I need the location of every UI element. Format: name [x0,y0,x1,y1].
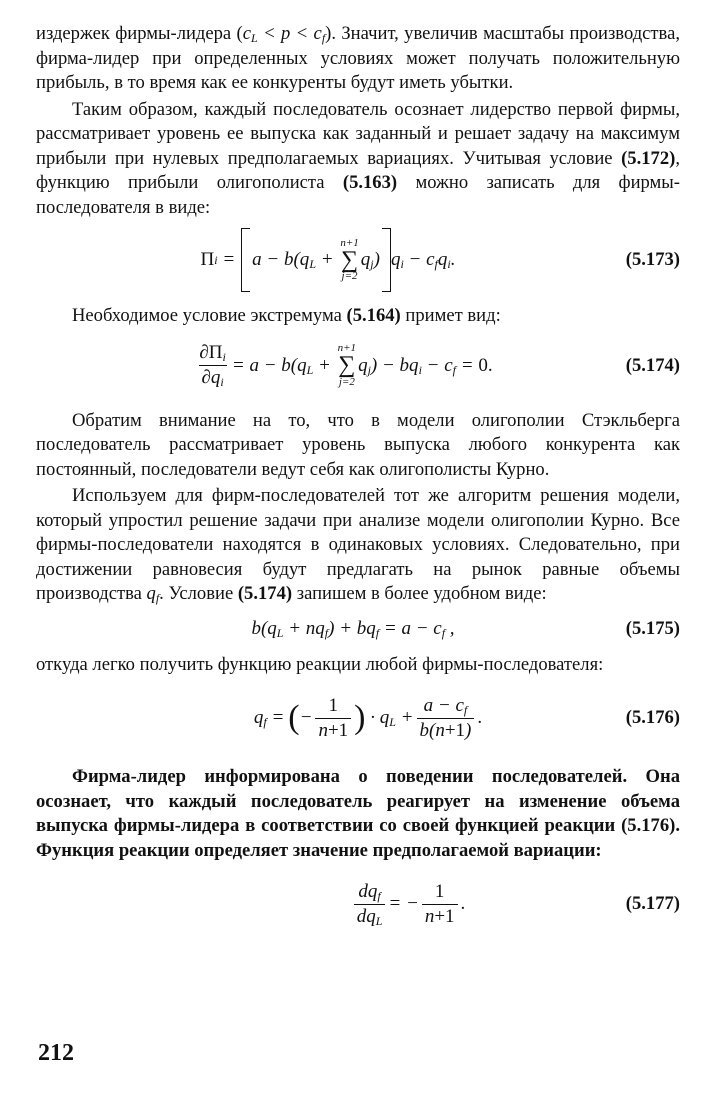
paragraph-1 [36,22,680,96]
ref-5-176: (5.176) [621,815,676,836]
paragraph-2 [36,98,680,221]
p5-text-3: запишем в более удобном виде: [292,583,547,604]
paragraph-5 [36,484,680,607]
inline-formula-qf: $q_f$ [146,583,160,605]
p2-text-1: Таким образом, каждый последователь осознает лидерство первой фирмы, рассматривает уровень ее выпуска как заданный и решает задачу на максимум прибыли при нулевых предполагаемых вариациях. Учитывая условие [36,98,680,169]
p3-text-2: примет вид: [400,305,501,326]
p2-text-2: , функцию прибыли олигополиста [36,147,680,193]
equation-5-175: $b(q_L + nq_f) + bq_f = a - c_f$ , (5.175) [251,617,680,640]
paragraph-4 [36,409,680,483]
equation-5-173: Π i = $a - b(q_L$ + n+1 ∑ j=2 $q_j$) $q_i - c_fq_i$. (5.173) [36,220,680,300]
equation-number-5-176: (5.176) [625,707,680,728]
p1-text-2: ). Значит, увеличив масштабы производства, фирма-лидер при определенных условиях может получать положительную прибыль, в то время как ее конкуренты будут иметь убытки. [36,23,680,93]
p1-text-1: издержек фирмы-лидера ( [36,23,243,44]
p3-text-1: Необходимое условие экстремума [72,305,347,326]
ref-5-174: (5.174) [237,583,293,604]
page-body [36,22,680,945]
p5-text-2: . Условие [159,583,238,604]
paragraph-3 [36,304,680,329]
paragraph-7 [36,765,680,863]
equation-number-5-173: (5.173) [625,249,680,270]
equation-5-177: $\frac{dq_f}{dq_L}$ = − $\frac{1}{n+1}$ . (5.177) [36,863,680,945]
equation-number-5-174: (5.174) [625,354,680,376]
p2-text-3: можно записать для фирмы-последователя в виде: [36,172,680,218]
equation-5-176: $q_f$ = ( − $\frac{1}{n+1}$ ) · $q_L$ + $\frac{a - c_f}{b(n+1)}$ . (5.176) [253,694,680,741]
equation-number-5-175: (5.175) [625,617,680,639]
p6-text-1: откуда легко получить функцию реакции любой фирмы-последователя: [36,653,604,675]
inline-formula-cost-inequality: $c_L < p < c_f$ [242,23,326,45]
p7-text-2: . Функция реакции определяет значение предполагаемой вариации: [36,815,680,861]
page-number: 212 [38,1040,74,1066]
paragraph-6 [36,653,680,678]
ref-5-163: (5.163) [342,172,398,193]
equation-5-174: $\frac{\partial\Pi_i}{\partial q_i}$ = $a - b(q_L$ + n+1 ∑ j=2 $q_j) - bq_i - c_f = 0$. (5.174) [199,342,680,389]
ref-5-172: (5.172) [621,147,676,169]
p7-text-1: Фирма-лидер информирована о поведении последователей. Она осознает, что каждый последователь реагирует на изменение объема выпуска фирмы-лидера в соответствии со своей функцией реакции [36,766,680,836]
p4-text-1: Обратим внимание на то, что в модели олигополии Стэкльберга последователь рассматривает уровень выпуска любого конкурента как постоянный, последователи ведут себя как олигополисты Курно. [36,409,680,480]
p5-text-1: Используем для фирм-последователей тот же алгоритм решения модели, который упростил решение задачи при анализе модели олигополии Курно. Все фирмы-последователи находятся в одинаковых условиях. Следовательно, при достижении равновесия будут предлагать на рынок равные объемы производства [36,485,680,604]
ref-5-164: (5.164) [346,305,401,326]
equation-number-5-177: (5.177) [625,893,680,914]
